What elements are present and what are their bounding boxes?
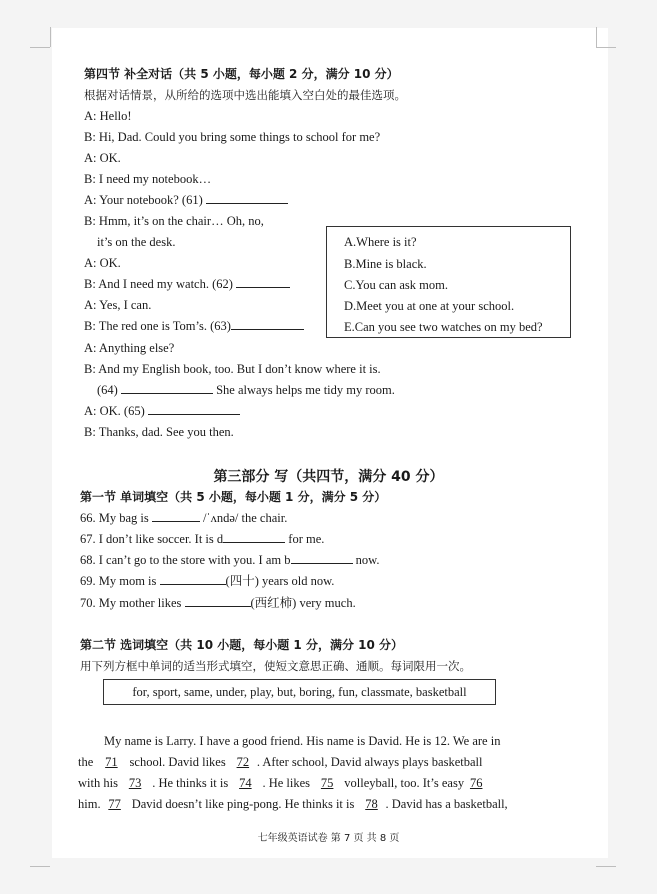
passage-line-1: My name is Larry. I have a good friend. His name is David. He is 12. We are in <box>104 734 501 748</box>
fill-item-67: 67. I don’t like soccer. It is d for me. <box>80 532 325 546</box>
dialogue-line: B: I need my notebook… <box>84 172 212 186</box>
dialogue-line: B: Hmm, it’s on the chair… Oh, no, <box>84 214 264 228</box>
answer-blank-65[interactable] <box>148 403 240 415</box>
blank-76[interactable]: 76 <box>469 776 483 790</box>
crop-mark-top-left-v <box>50 27 51 47</box>
dialogue-line: A: OK. <box>84 151 121 165</box>
option-a: A.Where is it? <box>344 235 417 249</box>
blank-75[interactable]: 75 <box>320 776 334 790</box>
section2-heading: 第二节 选词填空（共 10 小题，每小题 1 分，满分 10 分） <box>80 638 403 652</box>
answer-blank-66[interactable] <box>152 510 200 522</box>
section2-instruction: 用下列方框中单词的适当形式填空，使短文意思正确、通顺。每词限用一次。 <box>80 659 471 673</box>
fill-item-70: 70. My mother likes (西红柿) very much. <box>80 596 356 610</box>
fill-item-66: 66. My bag is /ˈʌndə/ the chair. <box>80 511 288 525</box>
dialogue-line: A: OK. <box>84 256 121 270</box>
option-c: C.You can ask mom. <box>344 278 448 292</box>
dialogue-line-63: B: The red one is Tom’s. (63) <box>84 318 304 334</box>
dialogue-line: B: And my English book, too. But I don’t know where it is. <box>84 362 381 376</box>
option-b: B.Mine is black. <box>344 257 427 271</box>
blank-72[interactable]: 72 <box>236 755 250 769</box>
dialogue-line: it’s on the desk. <box>97 235 176 249</box>
passage-line-4: him. 77 David doesn’t like ping-pong. He thinks it is 78 . David has a basketball, <box>78 797 508 811</box>
section4-instruction: 根据对话情景，从所给的选项中选出能填入空白处的最佳选项。 <box>84 88 406 102</box>
dialogue-line: A: Anything else? <box>84 341 175 355</box>
answer-blank-62[interactable] <box>236 276 290 288</box>
blank-71[interactable]: 71 <box>105 755 118 769</box>
option-d: D.Meet you at one at your school. <box>344 299 515 313</box>
fill-item-68: 68. I can’t go to the store with you. I am b now. <box>80 553 380 567</box>
dialogue-line: B: Hi, Dad. Could you bring some things to school for me? <box>84 130 381 144</box>
answer-blank-63[interactable] <box>231 318 304 330</box>
crop-mark-top-left <box>30 47 50 48</box>
section4-heading: 第四节 补全对话（共 5 小题，每小题 2 分，满分 10 分） <box>84 67 399 81</box>
page-footer: 七年级英语试卷 第 7 页 共 8 页 <box>257 833 400 844</box>
dialogue-line: A: Hello! <box>84 109 132 123</box>
dialogue-line: A: Yes, I can. <box>84 298 152 312</box>
crop-mark-top-right <box>596 47 616 48</box>
dialogue-line-64: (64) She always helps me tidy my room. <box>97 383 395 397</box>
answer-blank-61[interactable] <box>206 192 288 204</box>
blank-73[interactable]: 73 <box>128 776 142 790</box>
dialogue-line-62: B: And I need my watch. (62) <box>84 276 290 292</box>
crop-mark-bottom-right <box>596 866 616 867</box>
answer-blank-67[interactable] <box>223 531 285 543</box>
options-box <box>326 226 571 338</box>
blank-74[interactable]: 74 <box>239 776 252 790</box>
option-e: E.Can you see two watches on my bed? <box>344 320 543 334</box>
blank-78[interactable]: 78 <box>365 797 378 811</box>
dialogue-line: B: Thanks, dad. See you then. <box>84 425 234 439</box>
section1-heading: 第一节 单词填空（共 5 小题，每小题 1 分，满分 5 分） <box>80 490 387 504</box>
answer-blank-70[interactable] <box>185 595 251 607</box>
blank-77[interactable]: 77 <box>108 797 121 811</box>
word-box: for, sport, same, under, play, but, boring, fun, classmate, basketball <box>103 679 496 705</box>
answer-blank-64[interactable] <box>121 382 213 394</box>
crop-mark-top-right-v <box>596 27 597 47</box>
passage-line-2: the 71 school. David likes 72 . After school, David always plays basketball <box>78 755 483 769</box>
dialogue-line-65: A: OK. (65) <box>84 403 240 419</box>
crop-mark-bottom-left <box>30 866 50 867</box>
answer-blank-69[interactable] <box>160 573 226 585</box>
part3-title: 第三部分 写（共四节，满分 40 分） <box>213 469 444 485</box>
answer-blank-68[interactable] <box>291 552 353 564</box>
dialogue-line-61: A: Your notebook? (61) <box>84 192 288 208</box>
passage-line-3: with his 73 . He thinks it is 74 . He likes 75 volleyball, too. It’s easy 76 <box>78 775 544 791</box>
fill-item-69: 69. My mom is (四十) years old now. <box>80 574 335 588</box>
